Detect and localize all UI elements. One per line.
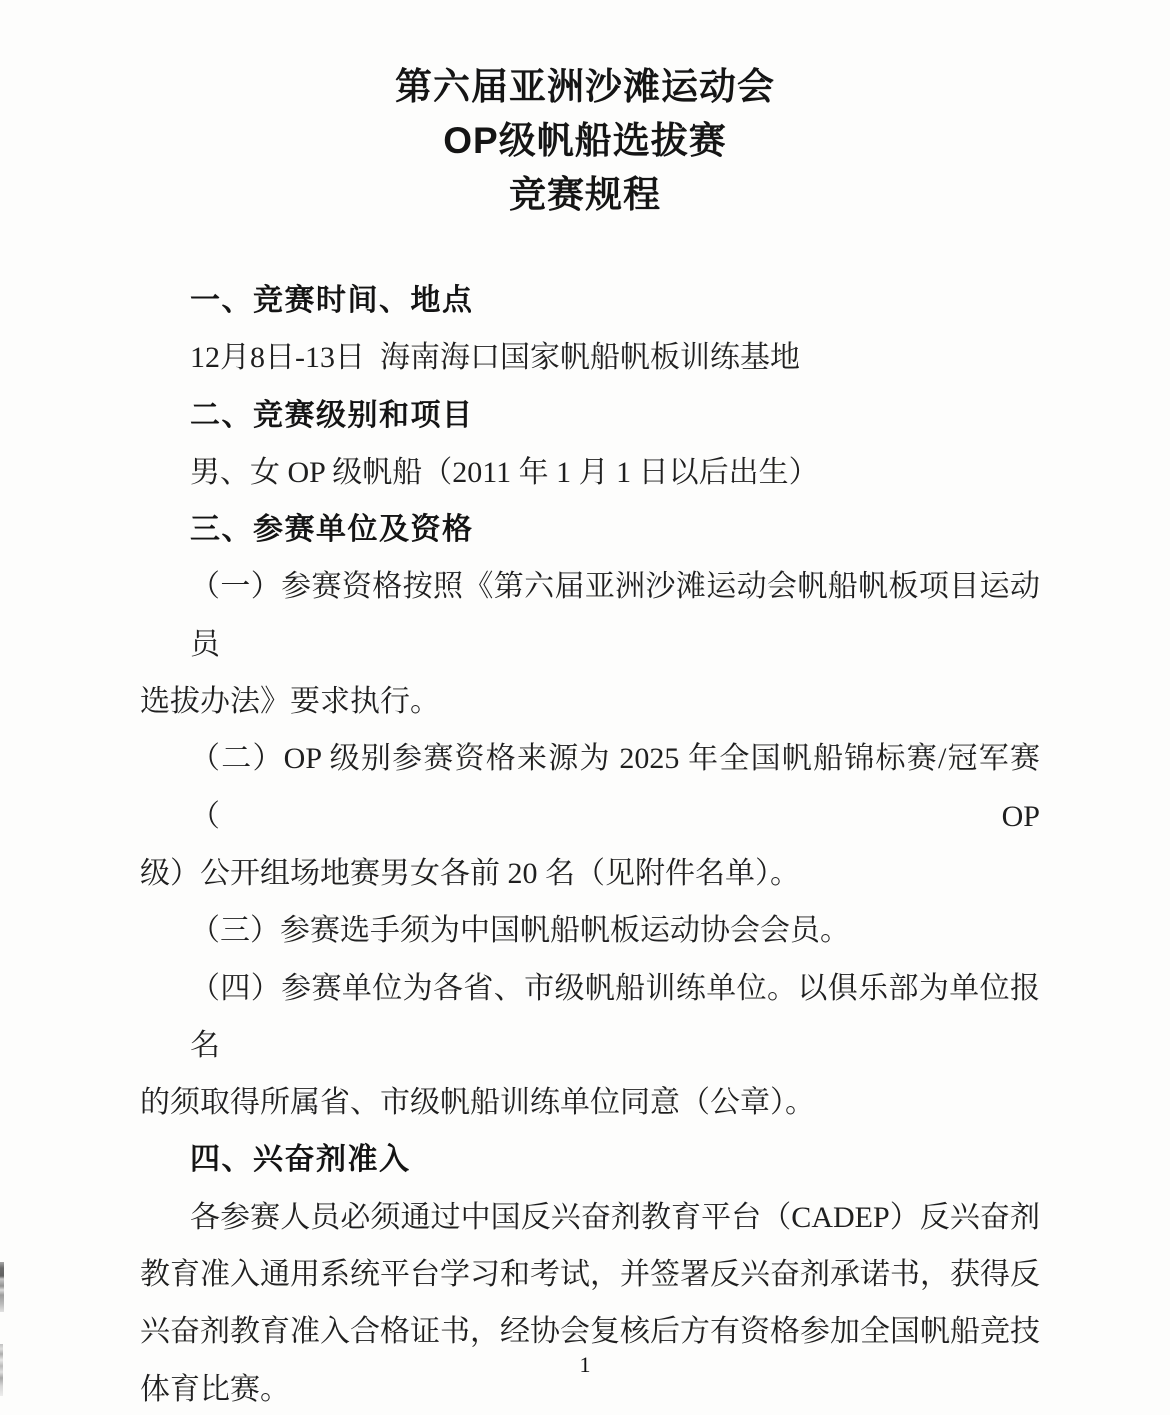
doc-line: 选拔办法》要求执行。 — [140, 685, 440, 719]
doc-line: 级）公开组场地赛男女各前 20 名（见附件名单）。 — [140, 856, 800, 890]
page-number: 1 — [579, 1352, 591, 1377]
document-body — [140, 272, 1040, 1415]
doc-title-line: 竞赛规程 — [509, 174, 661, 215]
doc-line: （三）参赛选手须为中国帆船帆板运动协会会员。 — [190, 914, 850, 948]
doc-line: 体育比赛。 — [140, 1372, 290, 1406]
doc-title-line: 第六届亚洲沙滩运动会 — [395, 66, 775, 107]
doc-line: 各参赛人员必须通过中国反兴奋剂教育平台（CADEP）反兴奋剂 — [190, 1200, 1040, 1234]
section-heading: 一、竞赛时间、地点 — [190, 284, 474, 317]
section-heading: 二、竞赛级别和项目 — [190, 398, 474, 432]
doc-line: 的须取得所属省、市级帆船训练单位同意（公章）。 — [140, 1086, 815, 1120]
section-heading: 四、兴奋剂准入 — [190, 1143, 411, 1177]
doc-line: 教育准入通用系统平台学习和考试，并签署反兴奋剂承诺书，获得反 — [140, 1258, 1040, 1292]
doc-line: 男、女 OP 级帆船（2011 年 1 月 1 日以后出生） — [190, 455, 819, 489]
scan-artifact — [0, 1262, 4, 1312]
document-title — [0, 60, 1170, 222]
doc-line: （一）参赛资格按照《第六届亚洲沙滩运动会帆船帆板项目运动员 — [190, 570, 1040, 661]
doc-line: （二）OP 级别参赛资格来源为 2025 年全国帆船锦标赛/冠军赛（OP — [190, 742, 1040, 833]
doc-title-line: OP级帆船选拔赛 — [443, 120, 727, 161]
doc-line: 兴奋剂教育准入合格证书，经协会复核后方有资格参加全国帆船竞技 — [140, 1315, 1040, 1349]
doc-line: 12月8日-13日 海南海口国家帆船帆板训练基地 — [190, 341, 800, 375]
section-heading: 三、参赛单位及资格 — [190, 513, 474, 547]
doc-line: （四）参赛单位为各省、市级帆船训练单位。以俱乐部为单位报名 — [190, 971, 1040, 1062]
page-footer — [0, 1352, 1170, 1378]
